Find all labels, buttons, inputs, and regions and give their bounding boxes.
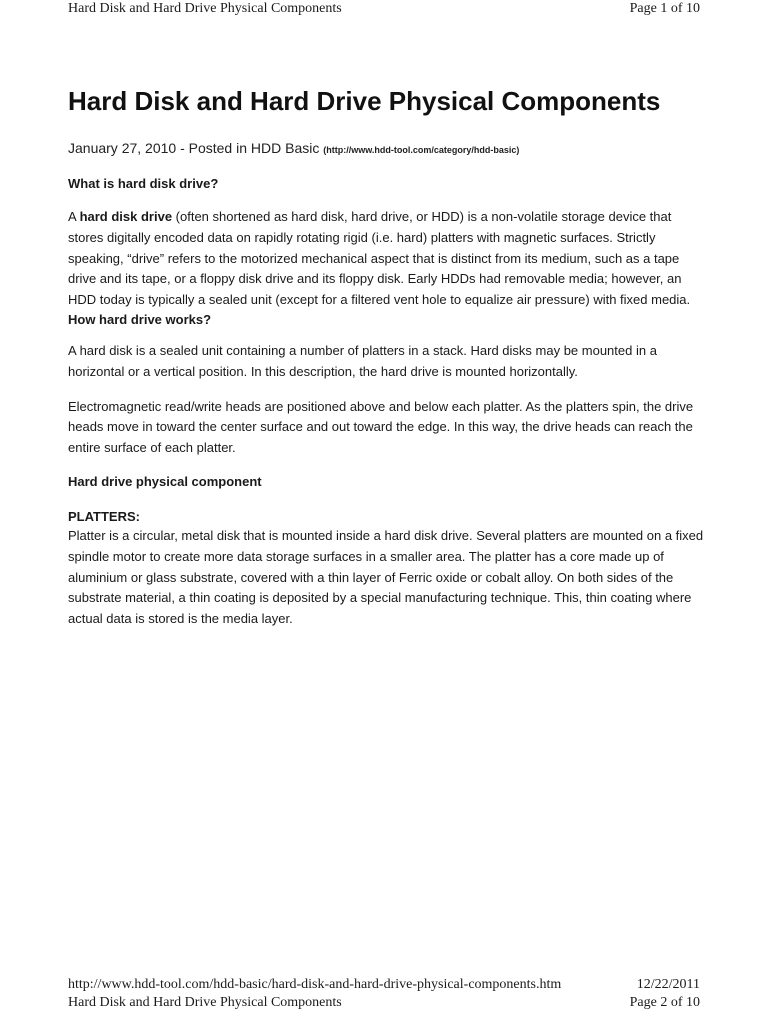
- print-footer: [68, 976, 700, 1016]
- section-heading-how-it-works: How hard drive works?: [68, 311, 212, 327]
- paragraph-sealed-unit: A hard disk is a sealed unit containing a number of platters in a stack. Hard disks may be mounted in a horizontal or a vertical position. In this description, the hard drive is mounted horizontally.: [68, 342, 657, 379]
- category-link[interactable]: (http://www.hdd-tool.com/category/hdd-basic): [323, 145, 520, 155]
- footer-date: 12/22/2011: [636, 977, 700, 992]
- definition-text: (often shortened as hard disk, hard drive, or HDD) is a non-volatile storage device that stores digitally encoded data on rapidly rotating rigid (i.e. hard) platters with magnetic surfaces. Strictly speaking, “drive” refers to the motorized mechanical aspect that is distinct from its medium, such as a tape drive and its tape, or a floppy disk drive and its floppy disk. Early HDDs had removable media; however, an HDD today is typically a sealed unit (except for a filtered vent hole to equalize air pressure) with fixed media.: [68, 209, 691, 308]
- definition-lead: A: [68, 209, 80, 224]
- post-date-category: January 27, 2010 - Posted in HDD Basic: [68, 140, 324, 156]
- print-header-title: Hard Disk and Hard Drive Physical Components: [68, 1, 342, 16]
- next-page-header-title: Hard Disk and Hard Drive Physical Components: [68, 995, 342, 1010]
- article: [68, 86, 708, 630]
- article-meta: [68, 139, 708, 159]
- print-header: [68, 0, 700, 20]
- paragraph-platters: Platter is a circular, metal disk that is mounted inside a hard disk drive. Several platters are mounted on a fixed spindle motor to create more data storage surfaces in a smaller area. The platter has a core made up of aluminium or glass substrate, covered with a thin layer of Ferric oxide or cobalt alloy. On both sides of the substrate material, a thin coating is deposited by a special manufacturing technique. This, thin coating where actual data is stored is the media layer.: [68, 527, 704, 627]
- article-title: Hard Disk and Hard Drive Physical Components: [68, 86, 661, 116]
- next-page-number: Page 2 of 10: [629, 995, 700, 1010]
- paragraph-definition: [68, 207, 708, 311]
- paragraph-read-write-heads: Electromagnetic read/write heads are positioned above and below each platter. As the platters spin, the drive heads move in toward the center surface and out toward the edge. In this way, the drive heads can reach the entire surface of each platter.: [68, 398, 694, 456]
- definition-term: hard disk drive: [79, 209, 173, 224]
- print-header-page-number: Page 1 of 10: [629, 1, 700, 16]
- subheading-platters: PLATTERS:: [68, 508, 140, 524]
- section-heading-what-is-hdd: What is hard disk drive?: [68, 176, 219, 191]
- footer-url: http://www.hdd-tool.com/hdd-basic/hard-disk-and-hard-drive-physical-components.htm: [68, 977, 562, 992]
- section-heading-physical-component: Hard drive physical component: [68, 473, 262, 489]
